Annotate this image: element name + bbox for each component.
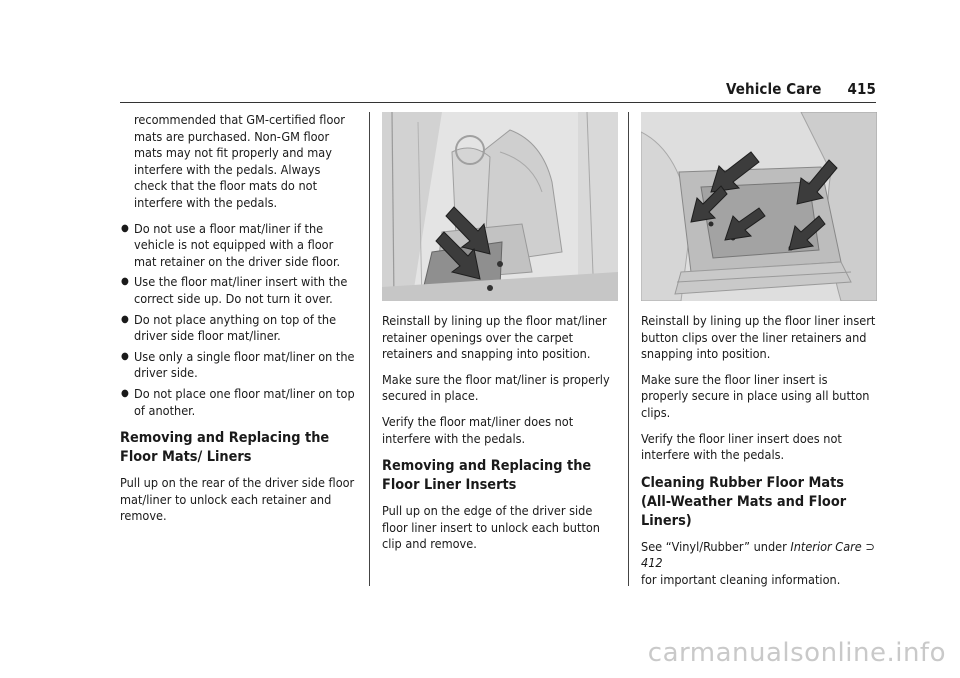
list-item: ● Use only a single floor mat/liner on the driver side. xyxy=(121,348,355,381)
list-item: ● Use the floor mat/liner insert with the correct side up. Do not turn it over. xyxy=(121,274,348,306)
warning-list xyxy=(120,221,356,420)
floor-mat-retainer-illustration xyxy=(382,112,618,301)
section-heading: Removing and Replacing the Floor Liner Inserts xyxy=(382,458,592,494)
paragraph: Make sure the floor mat/liner is properly secured in place. xyxy=(382,371,610,404)
list-item: ● Do not place one floor mat/liner on top of another. xyxy=(121,385,355,418)
column-2 xyxy=(382,112,618,562)
watermark: carmanualsonline.info xyxy=(647,638,946,668)
bullet-icon: ● xyxy=(121,222,129,234)
bullet-icon: ● xyxy=(121,387,129,399)
list-item: ● Do not use a floor mat/liner if the vehicle is not equipped with a floor mat retainer on the driver side floor. xyxy=(121,220,341,269)
section-heading: Cleaning Rubber Floor Mats (All-Weather Mats and Floor Liners) xyxy=(641,474,847,529)
bullet-icon: ● xyxy=(121,276,129,288)
column-3 xyxy=(641,112,877,598)
paragraph: Verify the floor mat/liner does not interfere with the pedals. xyxy=(382,413,574,446)
page-reference-icon: ⊃ xyxy=(865,538,875,554)
bullet-icon: ● xyxy=(121,313,129,325)
bullet-icon: ● xyxy=(121,350,129,362)
paragraph: Reinstall by lining up the floor liner insert button clips over the liner retainers and snapping into position. xyxy=(641,313,876,362)
running-header xyxy=(120,80,876,98)
paragraph: Make sure the floor liner insert is properly secure in place using all button clips. xyxy=(641,371,870,420)
floor-liner-insert-illustration xyxy=(641,112,877,301)
section-heading: Removing and Replacing the Floor Mats/ Liners xyxy=(120,430,330,466)
paragraph: Reinstall by lining up the floor mat/liner retainer openings over the carpet retainers and snapping into position. xyxy=(382,313,607,362)
page-reference-number[interactable]: 412 xyxy=(641,555,663,571)
column-divider-1 xyxy=(369,112,370,586)
paragraph: Pull up on the rear of the driver side floor mat/liner to unlock each retainer and remove. xyxy=(120,475,355,524)
paragraph: Verify the floor liner insert does not interfere with the pedals. xyxy=(641,430,842,463)
column-divider-2 xyxy=(628,112,629,586)
interior-care-link[interactable]: Interior Care xyxy=(790,538,862,554)
section-title: Vehicle Care xyxy=(726,80,822,98)
page-number: 415 xyxy=(847,80,876,98)
list-item: ● Do not place anything on top of the driver side floor mat/liner. xyxy=(121,311,337,344)
header-rule xyxy=(120,102,876,103)
column-1 xyxy=(120,112,356,534)
paragraph: Pull up on the edge of the driver side floor liner insert to unlock each button clip and remove. xyxy=(382,503,600,552)
cross-reference-paragraph: See “Vinyl/Rubber” under Interior Care ⊃ 412 for important cleaning information. xyxy=(641,538,875,587)
intro-paragraph: recommended that GM-certified floor mats are purchased. Non-GM floor mats may not fit properly and may interfere with the pedals. Always check that the floor mats do not interfere with the pedals. xyxy=(134,112,345,210)
